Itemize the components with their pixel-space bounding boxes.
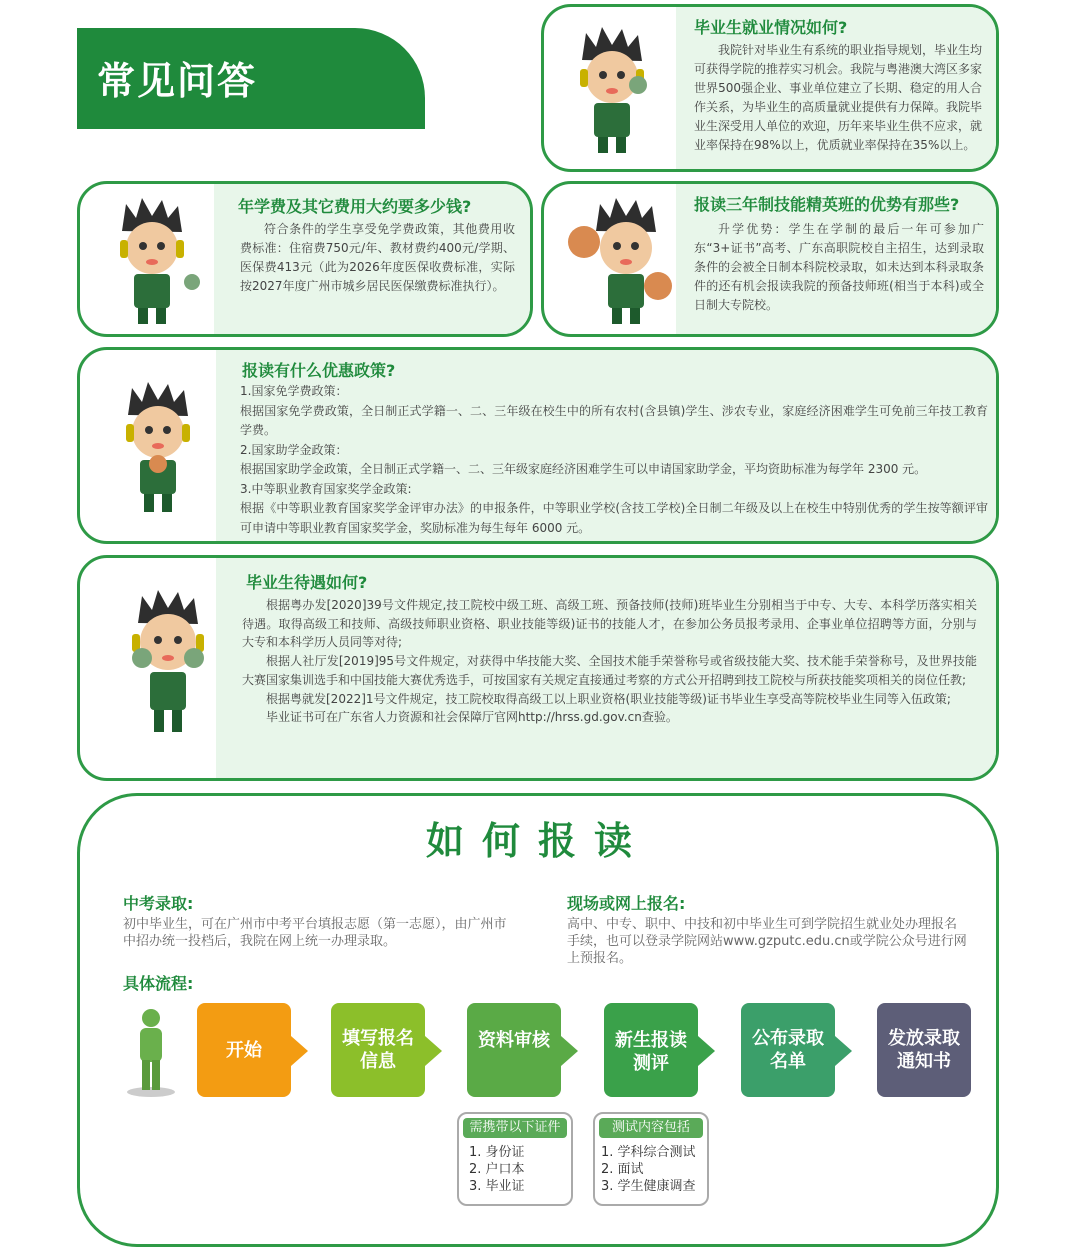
required-documents-box (457, 1112, 573, 1206)
zhongkao-heading: 中考录取: (123, 894, 194, 913)
arrow-right-icon (425, 1036, 442, 1066)
faq-title: 毕业生待遇如何? (246, 573, 368, 592)
policy-line: 1.国家免学费政策： (240, 384, 348, 398)
onsite-heading: 现场或网上报名: (567, 894, 686, 913)
note-item: 2. 面试 (601, 1162, 644, 1177)
step-label: 开始 (226, 1039, 262, 1061)
note-item: 2. 户口本 (469, 1162, 525, 1177)
register-title: 如何报读 (425, 819, 650, 863)
faq-card-employment (541, 4, 999, 172)
faq-title: 报读三年制技能精英班的优势有那些? (694, 195, 960, 214)
section-banner (77, 28, 425, 129)
faq-card-policy (77, 347, 999, 544)
step-label: 发放录取 通知书 (888, 1028, 960, 1072)
person-icon (122, 1006, 180, 1098)
step-label: 新生报读 测评 (615, 1030, 687, 1074)
note-item: 1. 身份证 (469, 1145, 525, 1160)
test-content-box (593, 1112, 709, 1206)
treatment-paragraph: 毕业证书可在广东省人力资源和社会保障厅官网http://hrss.gd.gov.cn查验。 (266, 710, 678, 725)
process-heading: 具体流程: (123, 974, 194, 993)
faq-title: 报读有什么优惠政策? (242, 361, 396, 380)
faq-answer: 符合条件的学生享受免学费政策，其他费用收费标准：住宿费750元/年、教材费约400元/学期、医保费413元（此为2026年度医保收费标准，实际按2027年度广州市城乡居民医保缴费标准执行）。 (240, 222, 515, 293)
faq-card-fees (77, 181, 533, 337)
faq-card-elite (541, 181, 999, 337)
step-publish-list (741, 1003, 835, 1097)
mascot-illustration (566, 196, 676, 326)
onsite-text: 高中、中专、职中、中技和初中毕业生可到学院招生就业处办理报名手续，也可以登录学院网站www.gzputc.edu.cn或学院公众号进行网上预报名。 (567, 917, 967, 966)
mascot-illustration (118, 380, 198, 515)
policy-line: 根据《中等职业教育国家奖学金评审办法》的申报条件，中等职业学校(含技工学校)全日制二年级及以上在校生中特别优秀的学生按等额评审可申请中等职业教育国家奖学金，奖励标准为每生每年 6000 元。 (240, 501, 988, 535)
mascot-illustration (110, 196, 210, 326)
step-issue-notice (877, 1003, 971, 1097)
step-document-review (467, 1003, 561, 1097)
step-assessment (604, 1003, 698, 1097)
note-item: 1. 学科综合测试 (601, 1145, 696, 1160)
zhongkao-text: 初中毕业生，可在广州市中考平台填报志愿（第一志愿），由广州市中招办统一投档后，我院在网上统一办理录取。 (123, 917, 507, 949)
arrow-right-icon (698, 1036, 715, 1066)
faq-title: 毕业生就业情况如何? (694, 18, 848, 37)
note-caption: 需携带以下证件 (463, 1118, 567, 1138)
policy-line: 3.中等职业教育国家奖学金政策: (240, 481, 412, 496)
arrow-right-icon (835, 1036, 852, 1066)
note-item: 3. 毕业证 (469, 1179, 525, 1194)
step-label: 资料审核 (478, 1030, 550, 1051)
treatment-paragraph: 根据粤办发[2020]39号文件规定,技工院校中级工班、高级工班、预备技师(技师)班毕业生分别相当于中专、大专、本科学历落实相关待遇。取得高级工和技师、高级技师职业资格、职业技能等级)证书的技能人才，在参加公务员报考录用、企事业单位招聘等方面，分别与大专和本科学历人员同等对待; (242, 598, 977, 650)
step-start (197, 1003, 291, 1097)
treatment-paragraph: 根据粤就发[2022]1号文件规定，技工院校取得高级工以上职业资格(职业技能等级)证书毕业生享受高等院校毕业生同等入伍政策; (266, 691, 951, 706)
arrow-right-icon (291, 1036, 308, 1066)
faq-answer: 我院针对毕业生有系统的职业指导规划，毕业生均可获得学院的推荐实习机会。我院与粤港澳大湾区多家世界500强企业、事业单位建立了长期、稳定的用人合作关系，为毕业生的高质量就业提供有力保障。我院毕业生深受用人单位的欢迎，历年来毕业生供不应求，就业率保持在98%以上，优质就业率保持在35%以上。 (694, 43, 983, 152)
arrow-right-icon (561, 1036, 578, 1066)
faq-title: 年学费及其它费用大约要多少钱? (238, 197, 472, 216)
mascot-illustration (572, 25, 652, 155)
how-to-register-section (77, 793, 999, 1247)
faq-card-treatment (77, 555, 999, 781)
treatment-paragraph: 根据人社厅发[2019]95号文件规定，对获得中华技能大奖、全国技术能手荣誉称号或省级技能大奖、技术能手荣誉称号，及世界技能大赛国家集训选手和中国技能大赛优秀选手，可按国家有关规定直接通过考察的方式公开招聘到技工院校与所获技能奖项相关的岗位任教; (242, 654, 977, 687)
section-title: 常见问答 (97, 59, 258, 103)
step-fill-info (331, 1003, 425, 1097)
faq-answer (242, 596, 977, 727)
note-item: 3. 学生健康调查 (601, 1179, 696, 1194)
step-label: 填写报名 信息 (342, 1028, 414, 1072)
faq-answer (240, 382, 988, 538)
mascot-illustration (118, 588, 218, 738)
step-label: 公布录取 名单 (752, 1028, 824, 1072)
policy-line: 根据国家助学金政策，全日制正式学籍一、二、三年级家庭经济困难学生可以申请国家助学金，平均资助标准为每学年 2300 元。 (240, 462, 927, 476)
faq-answer: 升学优势：学生在学制的最后一年可参加广东“3+证书”高考、广东高职院校自主招生，达到录取条件的会被全日制本科院校录取，如未达到本科录取条件的还有机会报读我院的预备技师班(相当于本科)或全日制大专院校。 (694, 222, 984, 312)
note-caption: 测试内容包括 (599, 1118, 703, 1138)
policy-line: 根据国家免学费政策，全日制正式学籍一、二、三年级在校生中的所有农村(含县镇)学生、涉农专业，家庭经济困难学生可免前三年技工教育学费。 (240, 403, 988, 437)
policy-line: 2.国家助学金政策： (240, 442, 348, 457)
